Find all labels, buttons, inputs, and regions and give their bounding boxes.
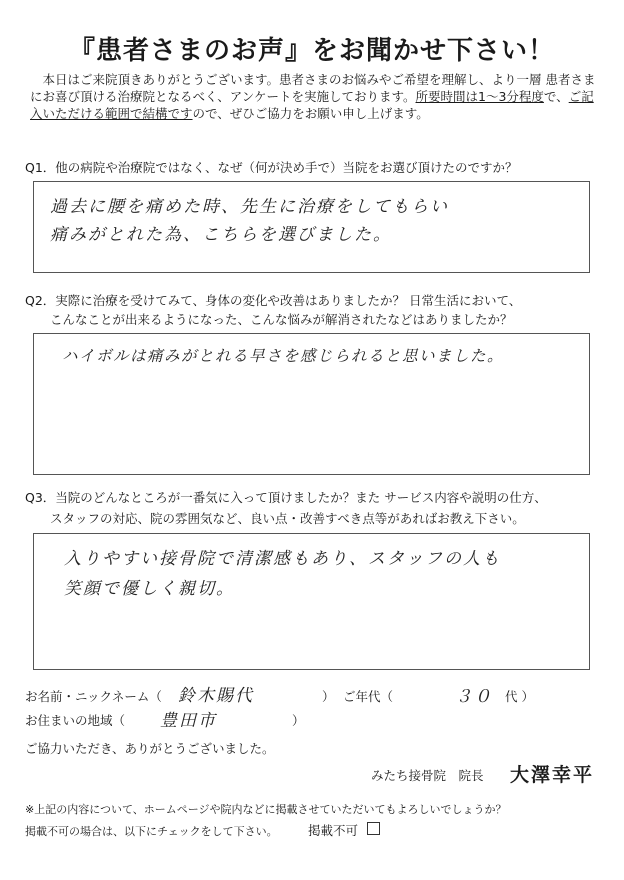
intro-time-note: 所要時間は1〜3分程度 bbox=[415, 89, 544, 104]
intro-text bbox=[30, 71, 600, 122]
age-suffix: 代 ） bbox=[505, 689, 534, 704]
no-publish-label: 掲載不可 bbox=[308, 823, 359, 838]
note-line2: 掲載不可の場合は、以下にチェックをして下さい。 bbox=[25, 825, 278, 838]
q3-answer-line1: 入りやすい接骨院で清潔感もあり、スタッフの人も bbox=[64, 549, 501, 569]
intro-part3: で、 bbox=[543, 89, 569, 104]
q1-question: Q1．他の病院や治療院ではなく、なぜ（何が決め手で）当院をお選び頂けたのですか？ bbox=[25, 160, 518, 175]
q2-question-line2: こんなことが出来るようになった、こんな悩みが解消されたなどはありましたか？ bbox=[25, 312, 513, 327]
intro-range-note: ご記入いただける範囲で結構です bbox=[30, 89, 594, 121]
intro-part5: ので、ぜひご協力をお願い申し上げます。 bbox=[192, 106, 429, 121]
q2-answer-box bbox=[33, 333, 590, 475]
age-value: ３０ bbox=[455, 687, 493, 707]
q3-question-line1: Q3．当院のどんなところが一番気に入って頂けましたか？また サービス内容や説明の仕方、 bbox=[25, 490, 547, 505]
thanks-text: ご協力いただき、ありがとうございました。 bbox=[25, 741, 275, 756]
area-label: お住まいの地域（ bbox=[25, 713, 126, 728]
q2-answer-line1: ハイボルは痛みがとれる早さを感じられると思いました。 bbox=[62, 347, 505, 365]
q1-answer-line1: 過去に腰を痛めた時、先生に治療をしてもらい bbox=[50, 197, 449, 217]
page-title: 『患者さまのお声』をお聞かせ下さい！ bbox=[68, 36, 555, 66]
intro-part1: 本日はご来院頂きありがとうございます。患者さまのお悩みやご希望を理解し、より一層 患者さまにお喜び頂ける治療院となるべく、アンケートを実施しております。 bbox=[30, 72, 596, 104]
name-close: ） bbox=[322, 689, 335, 704]
age-label: ご年代（ bbox=[343, 689, 394, 704]
q2-question-line1: Q2．実際に治療を受けてみて、身体の変化や改善はありましたか？ 日常生活において、 bbox=[25, 293, 522, 308]
q3-answer-box bbox=[33, 533, 590, 670]
name-label: お名前・ニックネーム（ bbox=[25, 689, 162, 704]
area-value: 豊田市 bbox=[160, 711, 217, 731]
q3-answer-line2: 笑顔で優しく親切。 bbox=[64, 579, 235, 599]
q1-answer-line2: 痛みがとれた為、こちらを選びました。 bbox=[50, 225, 392, 245]
name-value: 鈴木賜代 bbox=[178, 686, 254, 706]
q3-question-line2: スタッフの対応、院の雰囲気など、良い点・改善すべき点等があればお教え下さい。 bbox=[25, 511, 525, 526]
area-close: ） bbox=[292, 713, 305, 728]
director-signature: 大澤幸平 bbox=[510, 764, 595, 786]
clinic-name: みたち接骨院 院長 bbox=[371, 768, 484, 783]
note-line1: ※上記の内容について、ホームページや院内などに掲載させていただいてもよろしいでしょうか？ bbox=[25, 803, 507, 816]
no-publish-checkbox[interactable] bbox=[367, 822, 380, 835]
q1-answer-box bbox=[33, 181, 590, 273]
